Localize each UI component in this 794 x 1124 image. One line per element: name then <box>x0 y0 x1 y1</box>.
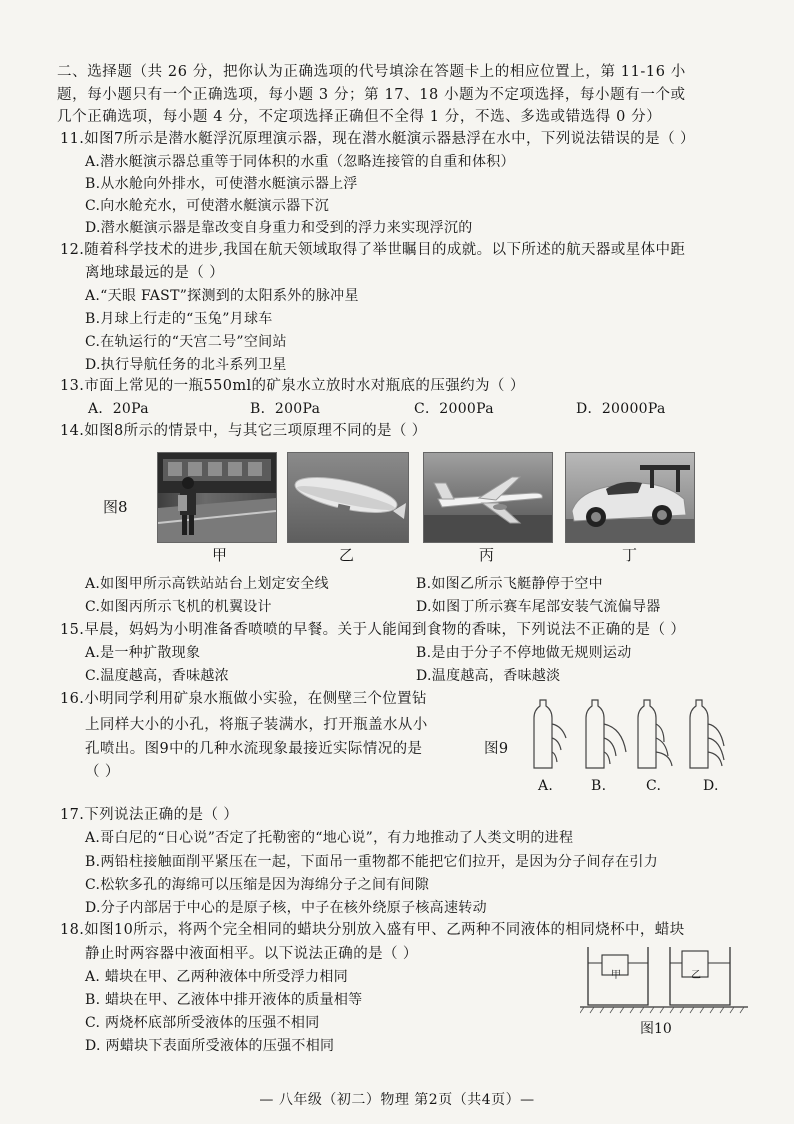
q14-option-d: D.如图丁所示赛车尾部安装气流偏导器 <box>416 599 661 615</box>
figure-9-bottles <box>520 698 740 772</box>
section-header-line-1: 二、选择题（共 26 分，把你认为正确选项的代号填涂在答题卡上的相应位置上，第 11-16 小 <box>57 64 686 80</box>
figure-10-label: 图10 <box>640 1021 672 1037</box>
figure-9-choice-b: B. <box>591 778 607 794</box>
section-header-line-3: 几个正确选项，每小题 4 分，不定项选择正确但不全得 1 分，不选、多选或错选得 0 分） <box>57 109 662 125</box>
q11-stem: 11.如图7所示是潜水艇浮沉原理演示器，现在潜水艇演示器悬浮在水中，下列说法错误的是（ ） <box>60 131 695 147</box>
caption-bing: 丙 <box>479 546 495 564</box>
q16-line-1: 16.小明同学利用矿泉水瓶做小实验，在侧壁三个位置钻 <box>60 691 427 707</box>
q13-stem: 13.市面上常见的一瓶550ml的矿泉水立放时水对瓶底的压强约为（ ） <box>60 378 525 394</box>
q14-stem: 14.如图8所示的情景中，与其它三项原理不同的是（ ） <box>60 423 427 439</box>
q11-option-d: D.潜水艇演示器是靠改变自身重力和受到的浮力来实现浮沉的 <box>85 220 473 236</box>
q13-option-a: A．20Pa <box>88 401 149 417</box>
q13-option-c: C．2000Pa <box>414 401 494 417</box>
q18-option-d: D. 两蜡块下表面所受液体的压强不相同 <box>85 1038 335 1054</box>
figure-9-choice-a: A. <box>538 778 554 794</box>
q14-option-c: C.如图丙所示飞机的机翼设计 <box>85 599 272 615</box>
q11-option-b: B.从水舱向外排水，可使潜水艇演示器上浮 <box>85 176 358 192</box>
figure-9-choice-c: C. <box>646 778 662 794</box>
q15-option-c: C.温度越高，香味越浓 <box>85 668 229 684</box>
beaker-label-yi: 乙 <box>691 970 701 981</box>
q18-line-2: 静止时两容器中液面相平。以下说法正确的是（ ） <box>85 946 418 962</box>
photo-yi-airship <box>287 452 409 543</box>
beaker-label-jia: 甲 <box>611 970 621 981</box>
q17-option-b: B.两铅柱接触面削平紧压在一起，下面吊一重物都不能把它们拉开，是因为分子间存在引力 <box>85 854 659 870</box>
q15-stem: 15.早晨，妈妈为小明准备香喷喷的早餐。关于人能闻到食物的香味，下列说法不正确的是（ ） <box>60 622 686 638</box>
figure-9-label: 图9 <box>484 741 509 757</box>
q18-option-b: B. 蜡块在甲、乙液体中排开液体的质量相等 <box>85 992 363 1008</box>
figure-8-label: 图8 <box>103 498 128 516</box>
q18-option-a: A. 蜡块在甲、乙两种液体中所受浮力相同 <box>85 969 349 985</box>
q12-option-b: B.月球上行走的“玉兔”月球车 <box>85 311 273 327</box>
photo-ding-race-car <box>565 452 695 543</box>
figure-9-choice-d: D. <box>703 778 719 794</box>
caption-jia: 甲 <box>212 546 228 564</box>
q12-stem-line-1: 12.随着科学技术的进步,我国在航天领域取得了举世瞩目的成就。以下所述的航天器或星体中距 <box>60 242 686 258</box>
q17-option-c: C.松软多孔的海绵可以压缩是因为海绵分子之间有间隙 <box>85 877 430 893</box>
q14-option-a: A.如图甲所示高铁站站台上划定安全线 <box>85 576 329 592</box>
figure-10-beakers <box>580 945 750 1015</box>
q18-option-c: C. 两烧杯底部所受液体的压强不相同 <box>85 1015 320 1031</box>
q17-option-d: D.分子内部居于中心的是原子核，中子在核外绕原子核高速转动 <box>85 900 487 916</box>
q16-answer-paren: （ ） <box>85 764 120 780</box>
q17-option-a: A.哥白尼的“日心说”否定了托勒密的“地心说”，有力地推动了人类文明的进程 <box>85 830 574 846</box>
photo-jia-train-platform <box>157 452 277 543</box>
section-header-line-2: 题，每小题只有一个正确选项，每小题 3 分；第 17、18 小题为不定项选择，每小题有一个或 <box>57 87 686 103</box>
q16-line-2: 上同样大小的小孔，将瓶子装满水，打开瓶盖水从小 <box>85 717 428 733</box>
q12-stem-line-2: 离地球最远的是（ ） <box>85 265 225 281</box>
q17-stem: 17.下列说法正确的是（ ） <box>60 807 239 823</box>
q11-option-c: C.向水舱充水，可使潜水艇演示器下沉 <box>85 198 330 214</box>
q12-option-d: D.执行导航任务的北斗系列卫星 <box>85 357 287 373</box>
photo-bing-airplane <box>423 452 553 543</box>
page-footer: — 八年级（初二）物理 第2页（共4页）— <box>259 1092 535 1108</box>
q18-line-1: 18.如图10所示，将两个完全相同的蜡块分别放入盛有甲、乙两种不同液体的相同烧杯中，蜡块 <box>60 922 685 938</box>
caption-ding: 丁 <box>622 546 638 564</box>
q16-line-3: 孔喷出。图9中的几种水流现象最接近实际情况的是 <box>85 741 423 757</box>
q13-option-b: B．200Pa <box>250 401 321 417</box>
caption-yi: 乙 <box>339 546 355 564</box>
q15-option-a: A.是一种扩散现象 <box>85 645 201 661</box>
q13-option-d: D．20000Pa <box>576 401 666 417</box>
q14-option-b: B.如图乙所示飞艇静停于空中 <box>416 576 603 592</box>
q12-option-a: A.“天眼 FAST”探测到的太阳系外的脉冲星 <box>85 288 359 304</box>
q12-option-c: C.在轨运行的“天宫二号”空间站 <box>85 334 287 350</box>
q15-option-d: D.温度越高，香味越淡 <box>416 668 561 684</box>
q15-option-b: B.是由于分子不停地做无规则运动 <box>416 645 632 661</box>
q11-option-a: A.潜水艇演示器总重等于同体积的水重（忽略连接管的自重和体积） <box>85 154 515 170</box>
